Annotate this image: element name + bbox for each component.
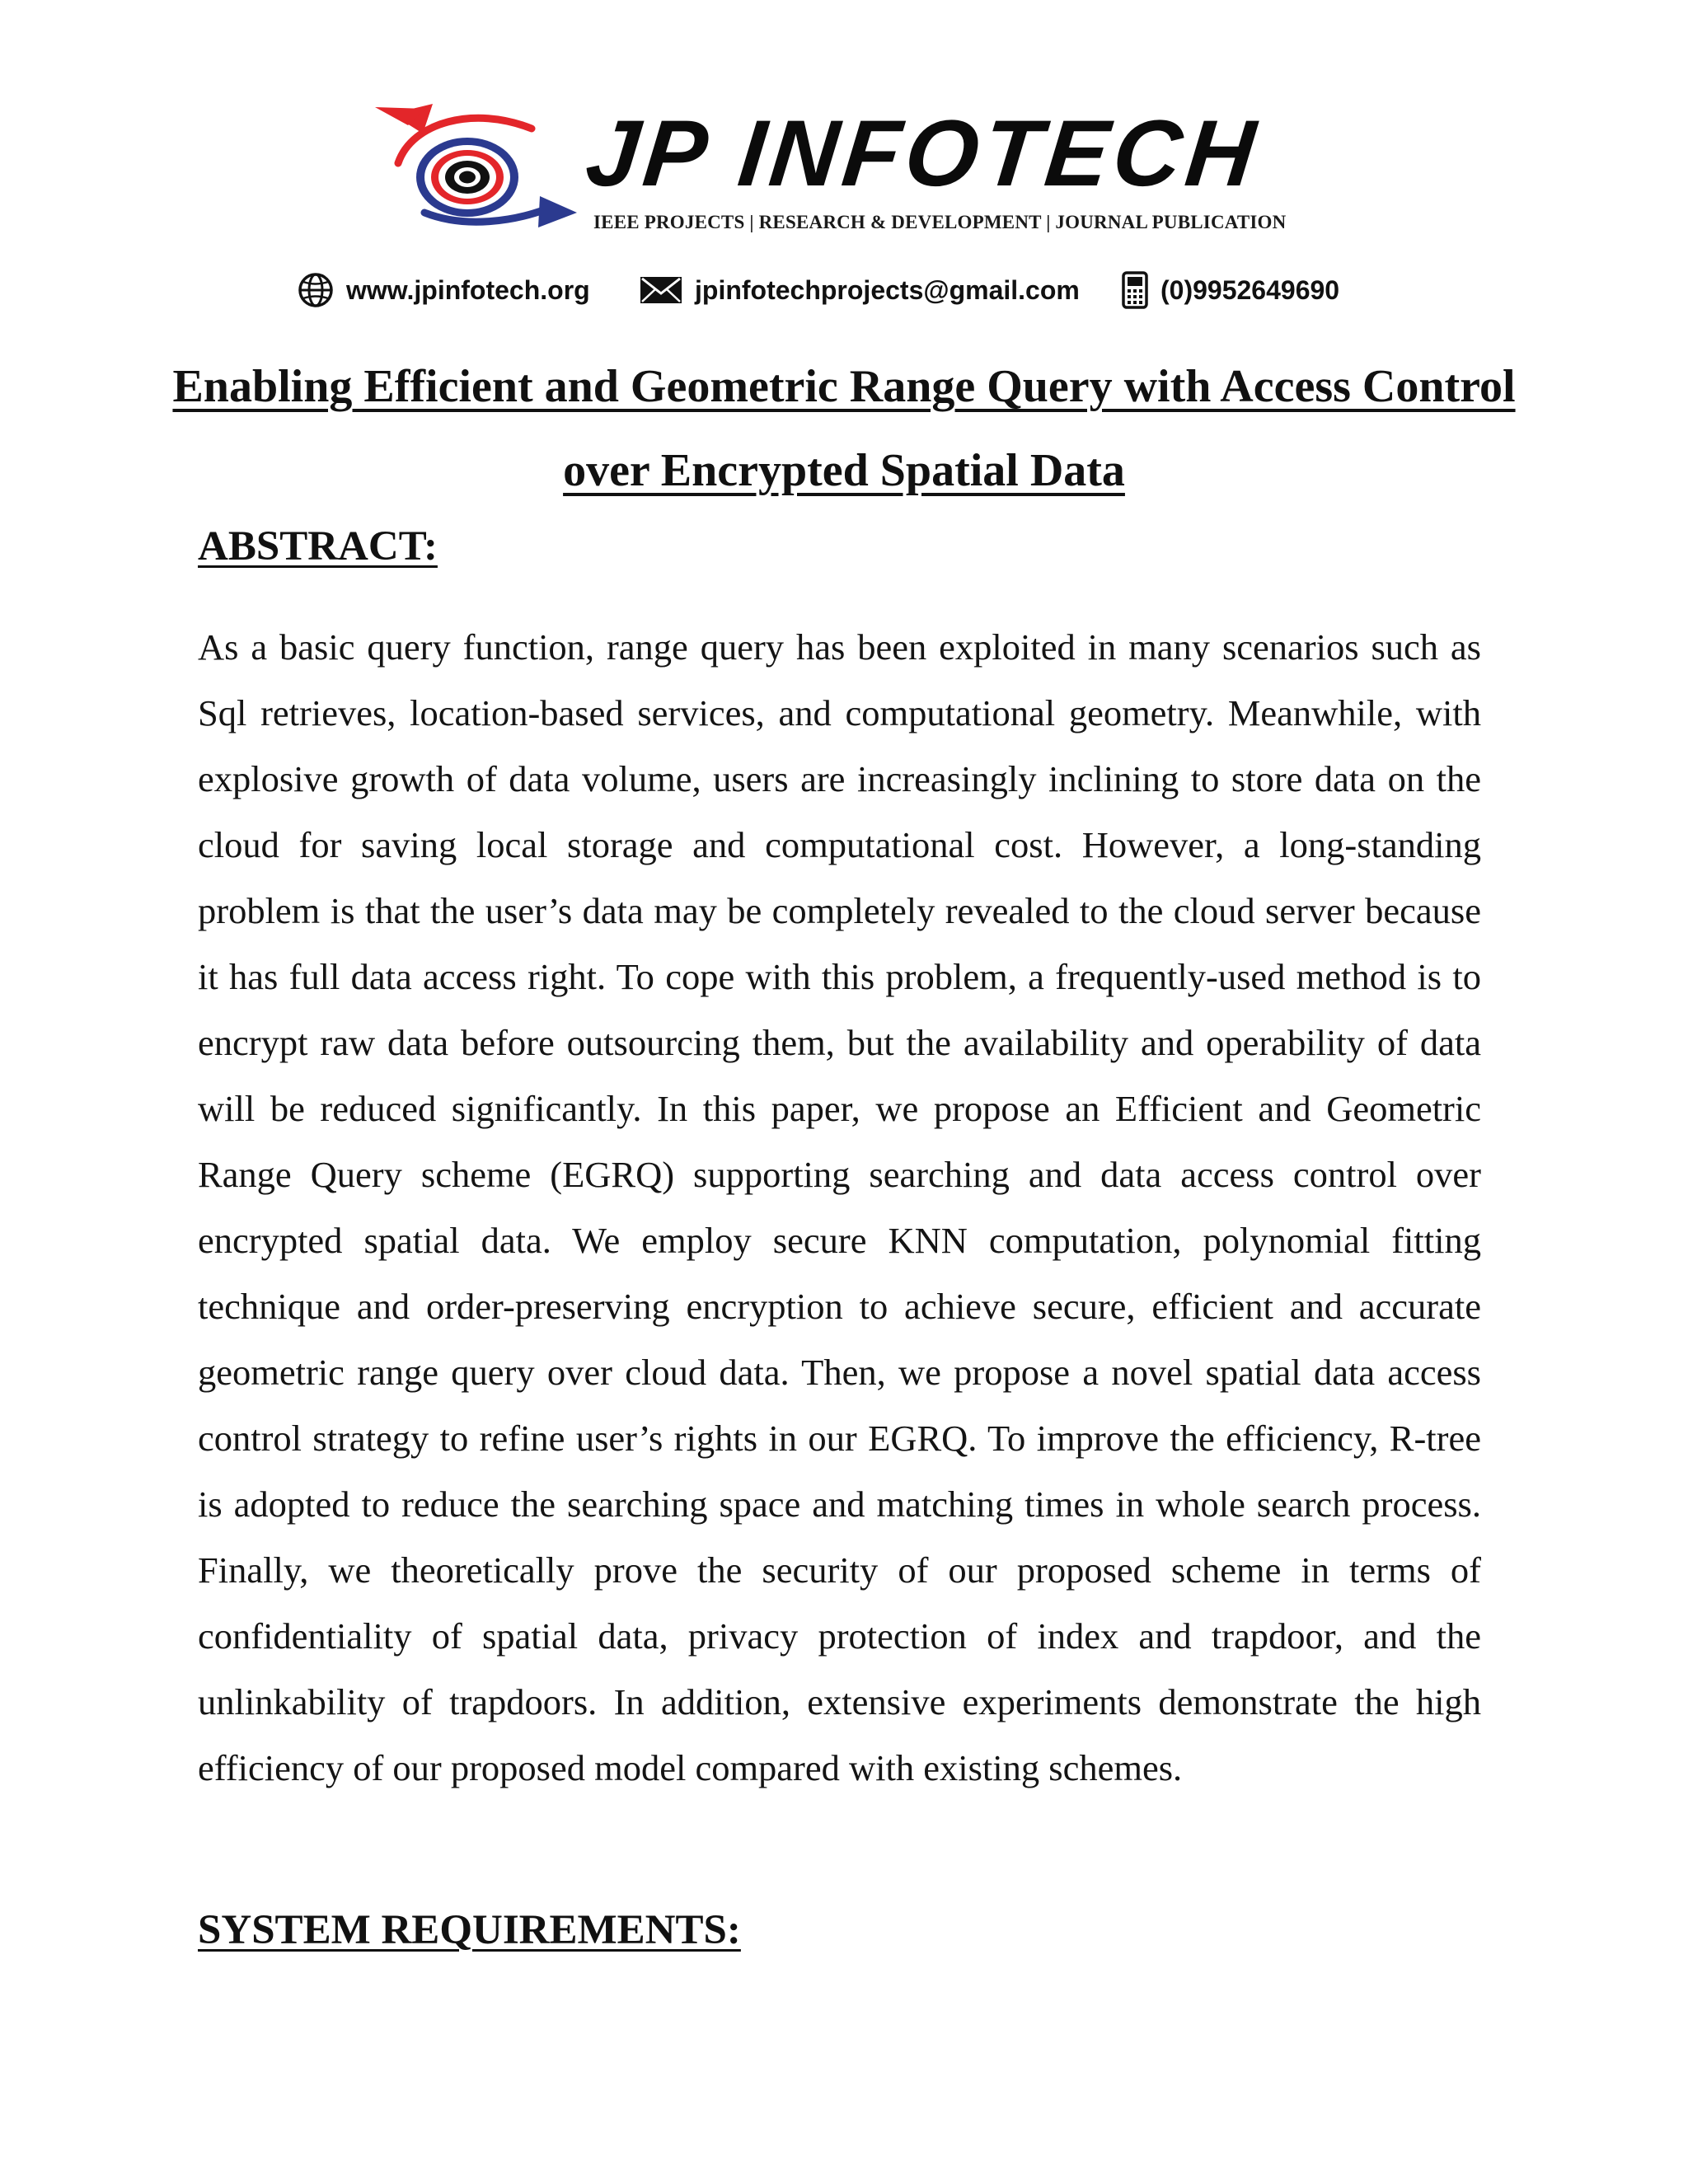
globe-icon [297,271,335,309]
website-link[interactable]: www.jpinfotech.org [346,274,590,305]
abstract-heading: ABSTRACT: [198,523,438,569]
contact-row [0,269,1688,311]
contact-email[interactable] [639,269,1080,311]
brand-tagline: IEEE PROJECTS | RESEARCH & DEVELOPMENT | JOURNAL PUBLICATION [593,212,1287,232]
phone-number[interactable]: (0)9952649690 [1160,274,1340,305]
jp-infotech-logo-icon [375,97,577,241]
envelope-icon [639,274,683,307]
contact-website[interactable] [297,269,590,311]
phone-icon [1121,270,1149,310]
abstract-paragraph: As a basic query function, range query has been exploited in many scenarios such as Sql retrieves, location-based services, and computational geometry. Meanwhile, with explosive growth of data volume, users are increasingly inclining to store data on the cloud for saving local storage and computational cost. However, a long-standing problem is that the user’s data may be completely revealed to the cloud server because it has full data access right. To cope with this problem, a frequently-used method is to encrypt raw data before outsourcing them, but the availability and operability of data will be reduced significantly. In this paper, we propose an Efficient and Geometric Range Query scheme (EGRQ) supporting searching and data access control over encrypted spatial data. We employ secure KNN computation, polynomial fitting technique and order-preserving encryption to achieve secure, efficient and accurate geometric range query over cloud data. Then, we propose a novel spatial data access control strategy to refine user’s rights in our EGRQ. To improve the efficiency, R-tree is adopted to reduce the searching space and matching times in whole search process. Finally, we theoretically prove the security of our proposed scheme in terms of confidentiality of spatial data, privacy protection of index and trapdoor, and the unlinkability of trapdoors. In addition, extensive experiments demonstrate the high efficiency of our proposed model compared with existing schemes. [198,626,1481,1788]
letterhead [0,0,1688,330]
brand-name: JP INFOTECH [581,101,1265,206]
document-title: Enabling Efficient and Geometric Range Query with Access Control over Encrypted Spatial Data [172,361,1516,496]
email-link[interactable]: jpinfotechprojects@gmail.com [695,274,1080,305]
system-requirements-heading: SYSTEM REQUIREMENTS: [198,1907,741,1953]
contact-phone[interactable] [1121,269,1339,311]
